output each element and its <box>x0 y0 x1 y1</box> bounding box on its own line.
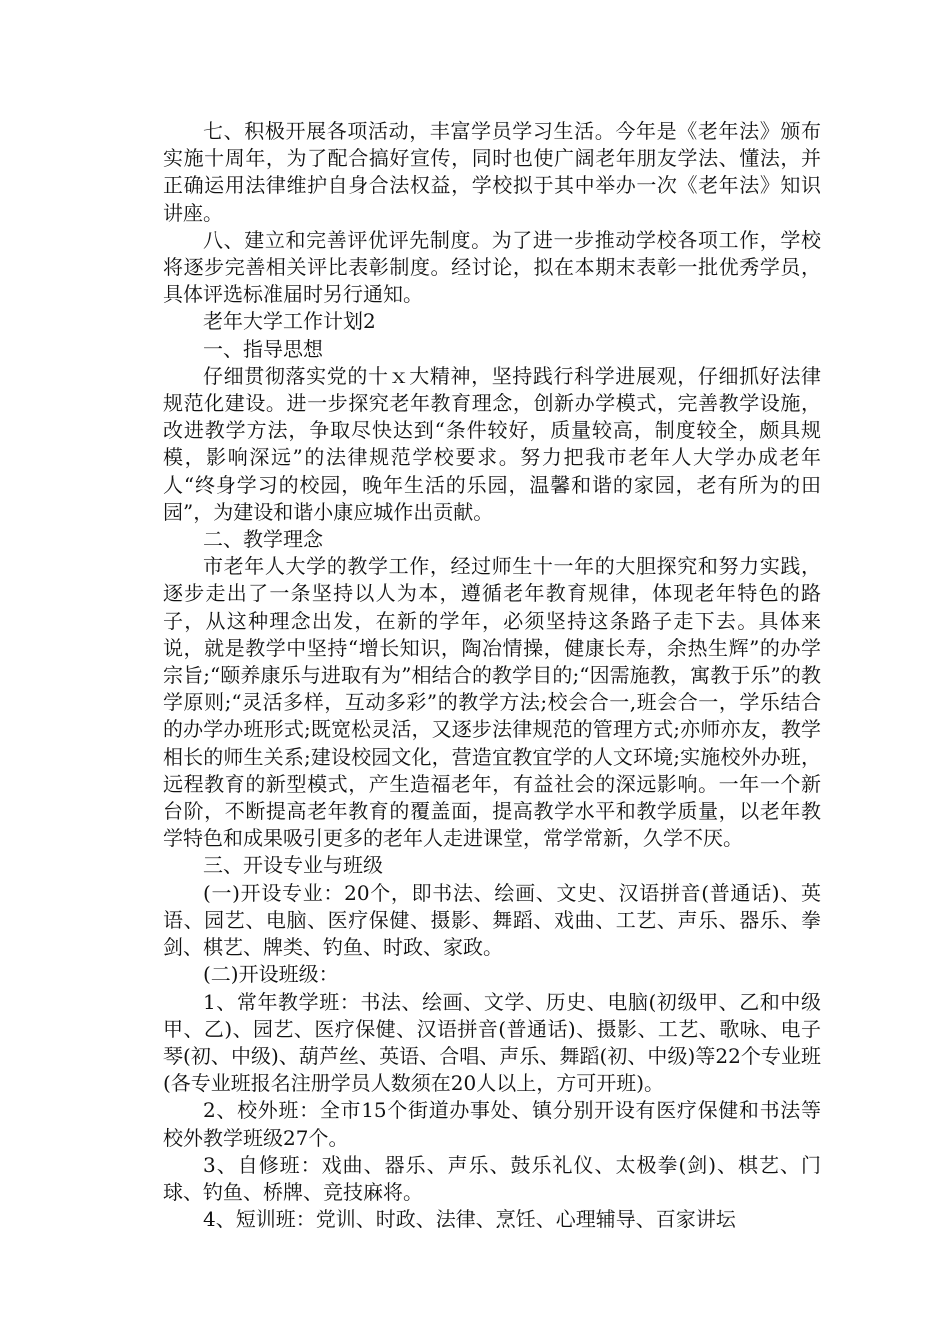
document-body <box>163 118 821 1233</box>
paragraph-activities: 七、积极开展各项活动，丰富学员学习生活。今年是《老年法》颁布实施十周年，为了配合搞好宣传，同时也使广阔老年朋友学法、懂法，并正确运用法律维护自身合法权益，学校拟于其中举办一次《老年法》知识讲座。 <box>163 119 821 225</box>
paragraph-regular-classes: 1、常年教学班：书法、绘画、文学、历史、电脑(初级甲、乙和中级甲、乙)、园艺、医疗保健、汉语拼音(普通话)、摄影、工艺、歌咏、电子琴(初、中级)、葫芦丝、英语、合唱、声乐、舞蹈(初、中级)等22个专业班(各专业班报名注册学员人数须在20人以上，方可开班)。 <box>163 989 821 1096</box>
heading-majors-classes: 三、开设专业与班级 <box>203 853 383 878</box>
heading-classes: (二)开设班级： <box>203 962 339 987</box>
paragraph-offsite-classes: 2、校外班：全市15个街道办事处、镇分别开设有医疗保健和书法等校外教学班级27个。 <box>163 1098 821 1150</box>
heading-guiding-ideology: 一、指导思想 <box>203 336 323 361</box>
heading-teaching-philosophy: 二、教学理念 <box>203 527 323 552</box>
section-title: 老年大学工作计划2 <box>203 309 376 334</box>
paragraph-self-study-classes: 3、自修班：戏曲、器乐、声乐、鼓乐礼仪、太极拳(剑)、棋艺、门球、钓鱼、桥牌、竞技麻将。 <box>163 1152 821 1204</box>
paragraph-short-training: 4、短训班：党训、时政、法律、烹饪、心理辅导、百家讲坛 <box>203 1207 736 1232</box>
paragraph-guiding-ideology: 仔细贯彻落实党的十ｘ大精神，坚持践行科学进展观，仔细抓好法律规范化建设。进一步探究老年教育理念，创新办学模式，完善教学设施，改进教学方法，争取尽快达到“条件较好，质量较高，制度较全，颇具规模，影响深远”的法律规范学校要求。努力把我市老年人大学办成老年人“终身学习的校园，晚年生活的乐园，温馨和谐的家园，老有所为的田园”，为建设和谐小康应城作出贡献。 <box>163 363 821 524</box>
paragraph-teaching-philosophy: 市老年人大学的教学工作，经过师生十一年的大胆探究和努力实践，逐步走出了一条坚持以人为本，遵循老年教育规律，体现老年特色的路子，从这种理念出发，在新的学年，必须坚持这条路子走下去。具体来说，就是教学中坚持“增长知识，陶冶情操，健康长寿，余热生辉”的办学宗旨;“颐养康乐与进取有为”相结合的教学目的;“因需施教，寓教于乐”的教学原则;“灵活多样，互动多彩”的教学方法;校会合一,班会合一，学乐结合的办学办班形式;既宽松灵活，又逐步法律规范的管理方式;亦师亦友，教学相长的师生关系;建设校园文化，营造宜教宜学的人文环境;实施校外办班，远程教育的新型模式，产生造福老年，有益社会的深远影响。一年一个新台阶，不断提高老年教育的覆盖面，提高教学水平和教学质量，以老年教学特色和成果吸引更多的老年人走进课堂，常学常新，久学不厌。 <box>163 554 821 851</box>
paragraph-majors: (一)开设专业：20个，即书法、绘画、文史、汉语拼音(普通话)、英语、园艺、电脑、医疗保健、摄影、舞蹈、戏曲、工艺、声乐、器乐、拳剑、棋艺、牌类、钓鱼、时政、家政。 <box>163 880 821 960</box>
paragraph-evaluation: 八、建立和完善评优评先制度。为了进一步推动学校各项工作，学校将逐步完善相关评比表彰制度。经讨论，拟在本期末表彰一批优秀学员，具体评选标准届时另行通知。 <box>163 227 821 307</box>
